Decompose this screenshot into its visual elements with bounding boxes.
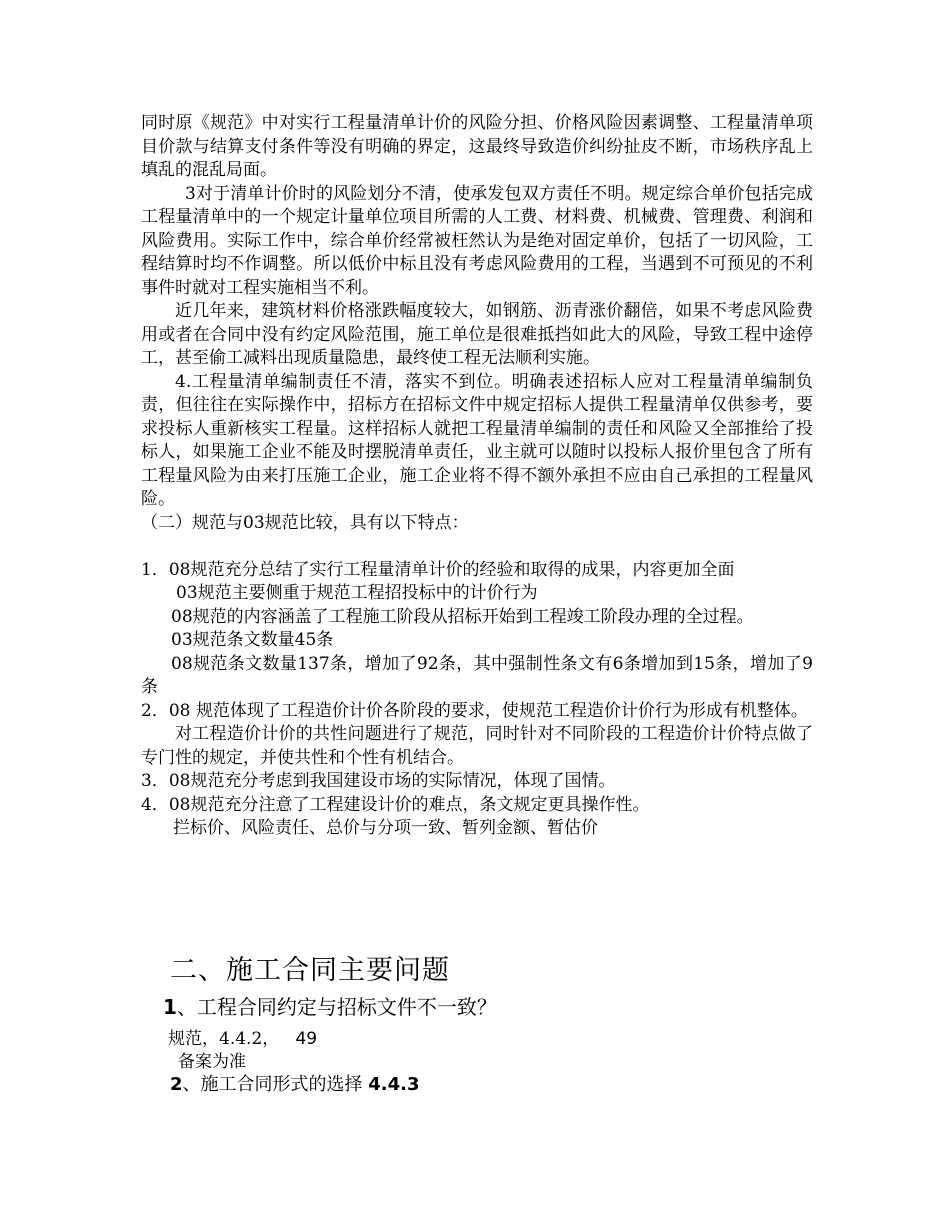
body-text	[141, 112, 813, 841]
subsection-1-text: 、工程合同约定与招标文件不一致？	[176, 995, 497, 1019]
subsection-2-ref: 4.4.3	[368, 1074, 420, 1095]
list-item-1-sub-c: 03规范条文数量45条	[171, 630, 334, 650]
list-item-2: 2．08 规范体现了工程造价计价各阶段的要求，使规范工程造价计价行为形成有机整体。	[141, 700, 808, 721]
list-item-2-detail: 对工程造价计价的共性问题进行了规范，同时针对不同阶段的工程造价计价特点做了专门性的规定，并使共性和个性有机结合。	[141, 724, 813, 768]
paragraph-point-4: 4.工程量清单编制责任不清，落实不到位。明确表述招标人应对工程量清单编制负责，但往往在实际操作中，招标方在招标文件中规定招标人提供工程量清单仅供参考，要求投标人重新核实工程量。这样招标人就把工程量清单编制的责任和风险又全部推给了投标人，如果施工企业不能及时摆脱清单责任，业主就可以随时以投标人报价里包含了所有工程量风险为由来打压施工企业，施工企业将不得不额外承担不应由自己承担的工程量风险。	[141, 371, 813, 509]
subsection-2-number: 2	[170, 1074, 183, 1095]
paragraph-comparison-heading: （二）规范与03规范比较，具有以下特点：	[141, 512, 469, 533]
section-title: 二、施工合同主要问题	[170, 955, 450, 986]
paragraph-point-3: 3对于清单计价时的风险划分不清，使承发包双方责任不明。规定综合单价包括完成工程量清单中的一个规定计量单位项目所需的人工费、材料费、机械费、管理费、利润和风险费用。实际工作中，综合单价经常被枉然认为是绝对固定单价，包括了一切风险，工程结算时均不作调整。所以低价中标且没有考虑风险费用的工程，当遇到不可预见的不利事件时就对工程实施相当不利。	[141, 183, 813, 298]
list-item-4: 4．08规范充分注意了工程建设计价的难点，条文规定更具操作性。	[141, 794, 650, 815]
blank-line	[141, 535, 813, 559]
subsection-2	[170, 1072, 420, 1098]
list-item-3: 3．08规范充分考虑到我国建设市场的实际情况，体现了国情。	[141, 771, 616, 791]
list-item-4-keywords: 拦标价、风险责任、总价与分项一致、暂列金额、暂估价	[173, 818, 598, 838]
reference-page: 49	[295, 1029, 318, 1049]
list-item-1-sub-b: 08规范的内容涵盖了工程施工阶段从招标开始到工程竣工阶段办理的全过程。	[171, 606, 754, 627]
subsection-2-text: 、施工合同形式的选择	[182, 1074, 363, 1095]
paragraph-risk-definition: 同时原《规范》中对实行工程量清单计价的风险分担、价格风险因素调整、工程量清单项目价款与结算支付条件等没有明确的界定，这最终导致造价纠纷扯皮不断，市场秩序乱上填乱的混乱局面。	[141, 113, 813, 180]
list-item-1-sub-d: 08规范条文数量137条，增加了92条，其中强制性条文有6条增加到15条，增加了9条	[141, 653, 813, 697]
list-item-1: 1．08规范充分总结了实行工程量清单计价的经验和取得的成果，内容更加全面	[141, 559, 735, 580]
reference-text: 规范，4.4.2，	[168, 1029, 280, 1049]
paragraph-material-prices: 近几年来，建筑材料价格涨跌幅度较大，如钢筋、沥青涨价翻倍，如果不考虑风险费用或者在合同中没有约定风险范围，施工单位是很难抵挡如此大的风险，导致工程中途停工，甚至偷工减料出现质量隐患，最终使工程无法顺利实施。	[141, 301, 813, 368]
filing-note: 备案为准	[178, 1052, 246, 1072]
list-item-1-sub-a: 03规范主要侧重于规范工程招投标中的计价行为	[176, 583, 538, 603]
subsection-1-number: 1	[163, 995, 177, 1019]
subsection-1	[163, 993, 497, 1021]
reference-line	[168, 1027, 317, 1051]
